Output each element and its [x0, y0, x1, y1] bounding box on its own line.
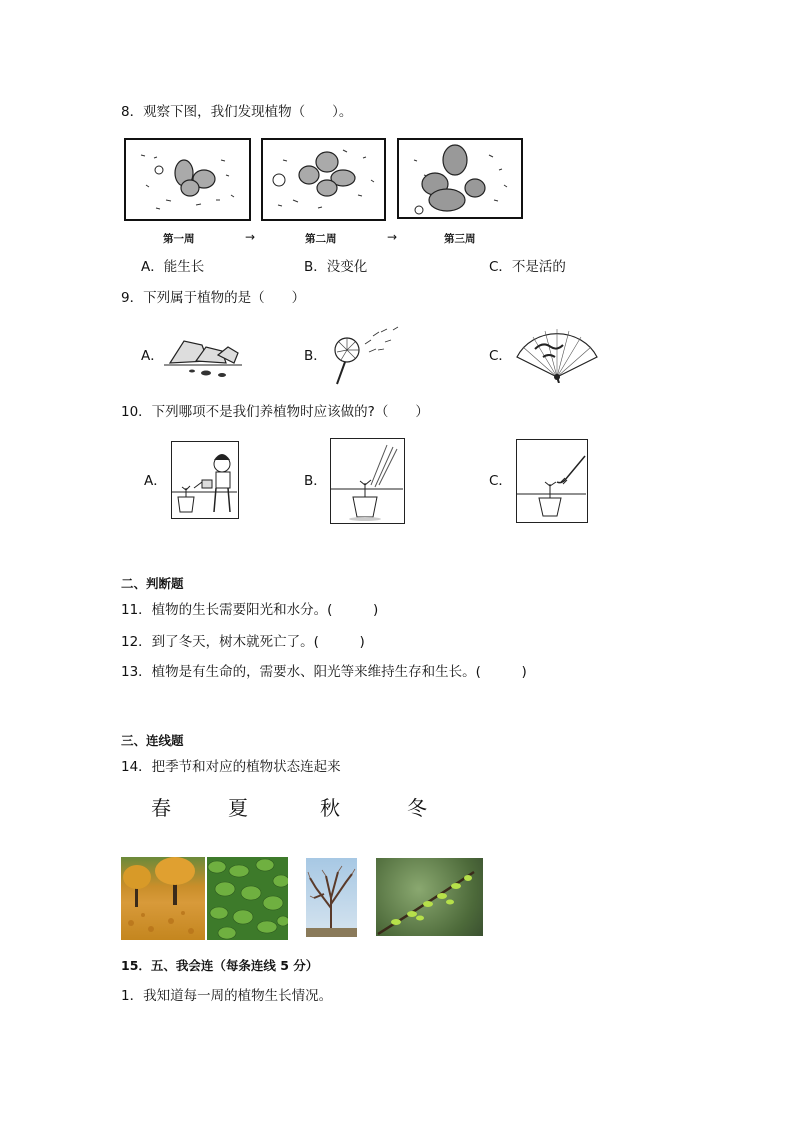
week1-panel: [124, 138, 251, 221]
rock-image: [162, 333, 244, 381]
week3-panel: [397, 138, 523, 219]
week2-panel: [261, 138, 386, 221]
q8-option-b[interactable]: B．没变化: [304, 259, 368, 275]
q9-stem: 9．下列属于植物的是（ ）: [121, 290, 306, 306]
week-label-1: 第一周: [163, 233, 195, 245]
q10-option-a-label[interactable]: A．: [144, 473, 167, 489]
week-label-2: 第二周: [305, 233, 337, 245]
seedling-week2-image: [263, 140, 384, 219]
winter-bare-tree-photo[interactable]: [306, 858, 357, 937]
seedling-week3-image: [399, 140, 521, 217]
q8-option-c[interactable]: C．不是活的: [489, 259, 566, 275]
arrow-right-icon: →: [245, 230, 256, 244]
watering-child-image: [171, 441, 239, 519]
q9-option-b-label[interactable]: B．: [304, 348, 327, 364]
seedling-week1-image: [126, 140, 249, 219]
season-winter: 冬: [407, 796, 427, 820]
q10-option-c-label[interactable]: C．: [489, 473, 512, 489]
season-summer: 夏: [228, 796, 248, 820]
autumn-leaves-photo[interactable]: [121, 857, 205, 940]
q8-option-a[interactable]: A．能生长: [141, 259, 205, 275]
q10-stem: 10．下列哪项不是我们养植物时应该做的?（ ）: [121, 404, 429, 420]
section3-title: 三、连线题: [121, 733, 184, 748]
sunlit-pot-image: [330, 438, 405, 524]
season-autumn: 秋: [320, 796, 340, 820]
q14-stem: 14．把季节和对应的植物状态连起来: [121, 759, 341, 775]
folding-fan-image: [513, 327, 601, 383]
arrow-right-icon: →: [387, 230, 398, 244]
q11-item: 11．植物的生长需要阳光和水分。( ): [121, 602, 379, 618]
q12-item: 12．到了冬天，树木就死亡了。( ): [121, 634, 365, 650]
q10-option-b-label[interactable]: B．: [304, 473, 327, 489]
q15-title: 15．五、我会连（每条连线 5 分）: [121, 958, 319, 973]
dandelion-image: [323, 322, 405, 386]
q15-item-1: 1．我知道每一周的植物生长情况。: [121, 988, 333, 1004]
summer-green-leaves-photo[interactable]: [207, 857, 288, 940]
q13-item: 13．植物是有生命的，需要水、阳光等来维持生存和生长。( ): [121, 664, 527, 680]
section2-title: 二、判断题: [121, 576, 184, 591]
q8-stem: 8．观察下图，我们发现植物（ ）。: [121, 104, 353, 120]
q9-option-a-label[interactable]: A．: [141, 348, 164, 364]
week-label-3: 第三周: [444, 233, 476, 245]
season-spring: 春: [151, 796, 171, 820]
q9-option-c-label[interactable]: C．: [489, 348, 512, 364]
spring-budding-branch-photo[interactable]: [376, 858, 483, 936]
pulling-plant-image: [516, 439, 588, 523]
